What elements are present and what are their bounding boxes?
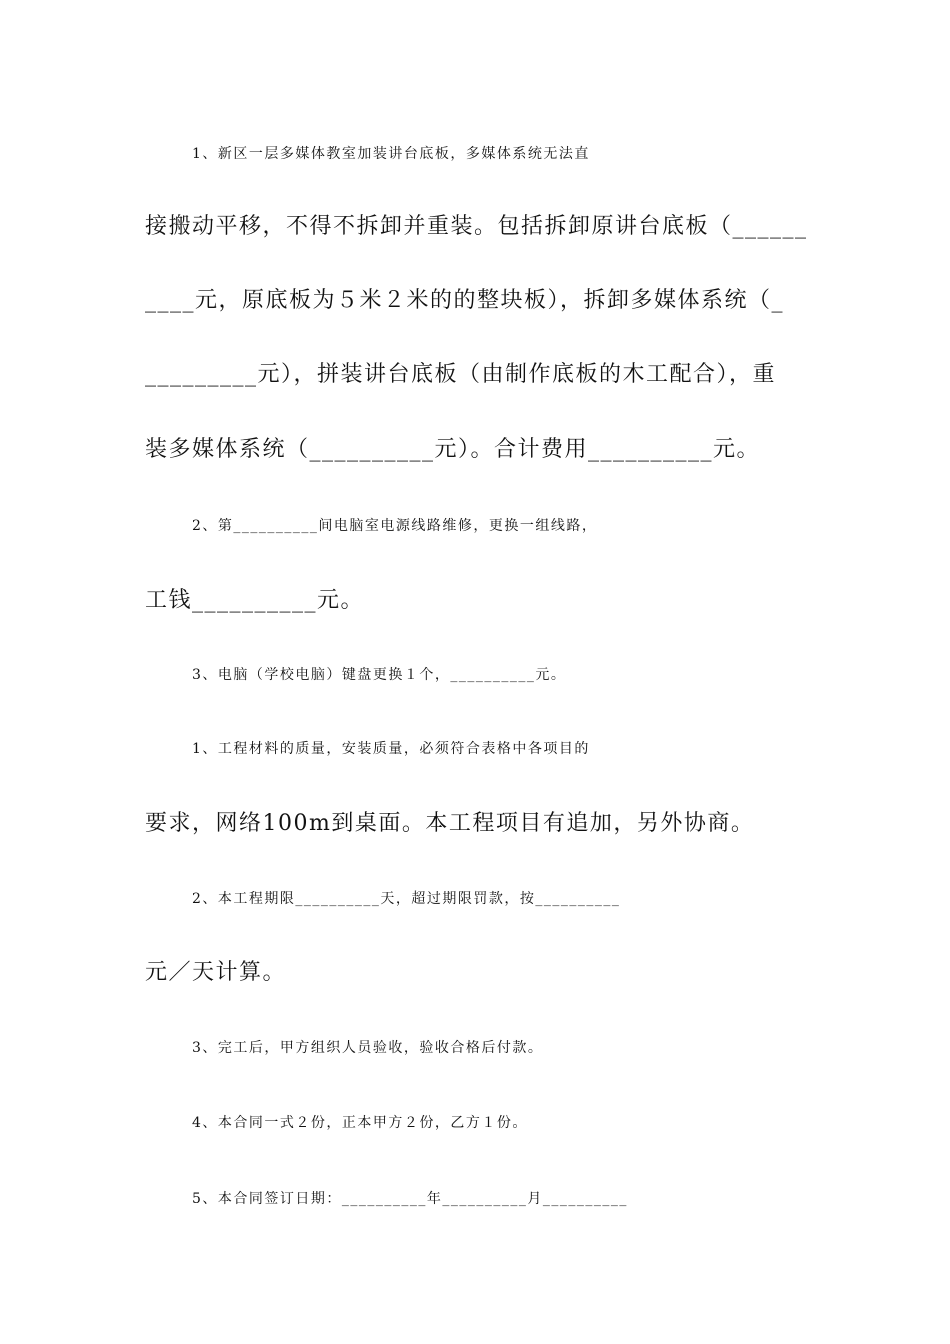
paragraph-line: 5、本合同签订日期：__________年__________月__________ — [192, 1191, 628, 1207]
paragraph-line: 1、工程材料的质量，安装质量，必须符合表格中各项目的 — [192, 741, 590, 757]
paragraph-line: 3、完工后，甲方组织人员验收，验收合格后付款。 — [192, 1040, 544, 1056]
paragraph-line: _________元），拼装讲台底板（由制作底板的木工配合），重 — [145, 362, 777, 387]
paragraph-line: 1、新区一层多媒体教室加装讲台底板，多媒体系统无法直 — [192, 146, 590, 162]
paragraph-line: 4、本合同一式２份，正本甲方２份，乙方１份。 — [192, 1115, 528, 1131]
paragraph-line: 3、电脑（学校电脑）键盘更换１个，__________元。 — [192, 667, 567, 683]
paragraph-line: 接搬动平移，不得不拆卸并重装。包括拆卸原讲台底板（______ — [145, 214, 808, 239]
paragraph-line: 装多媒体系统（__________元）。合计费用__________元。 — [145, 437, 761, 462]
paragraph-line: 要求，网络100m到桌面。本工程项目有追加，另外协商。 — [145, 811, 755, 836]
paragraph-line: ____元，原底板为５米２米的的整块板），拆卸多媒体系统（_ — [145, 288, 785, 313]
paragraph-line: 工钱__________元。 — [145, 588, 365, 613]
paragraph-line: 元／天计算。 — [145, 960, 287, 985]
paragraph-line: 2、第__________间电脑室电源线路维修，更换一组线路， — [192, 518, 598, 534]
paragraph-line: 2、本工程期限__________天，超过期限罚款，按__________ — [192, 891, 621, 907]
